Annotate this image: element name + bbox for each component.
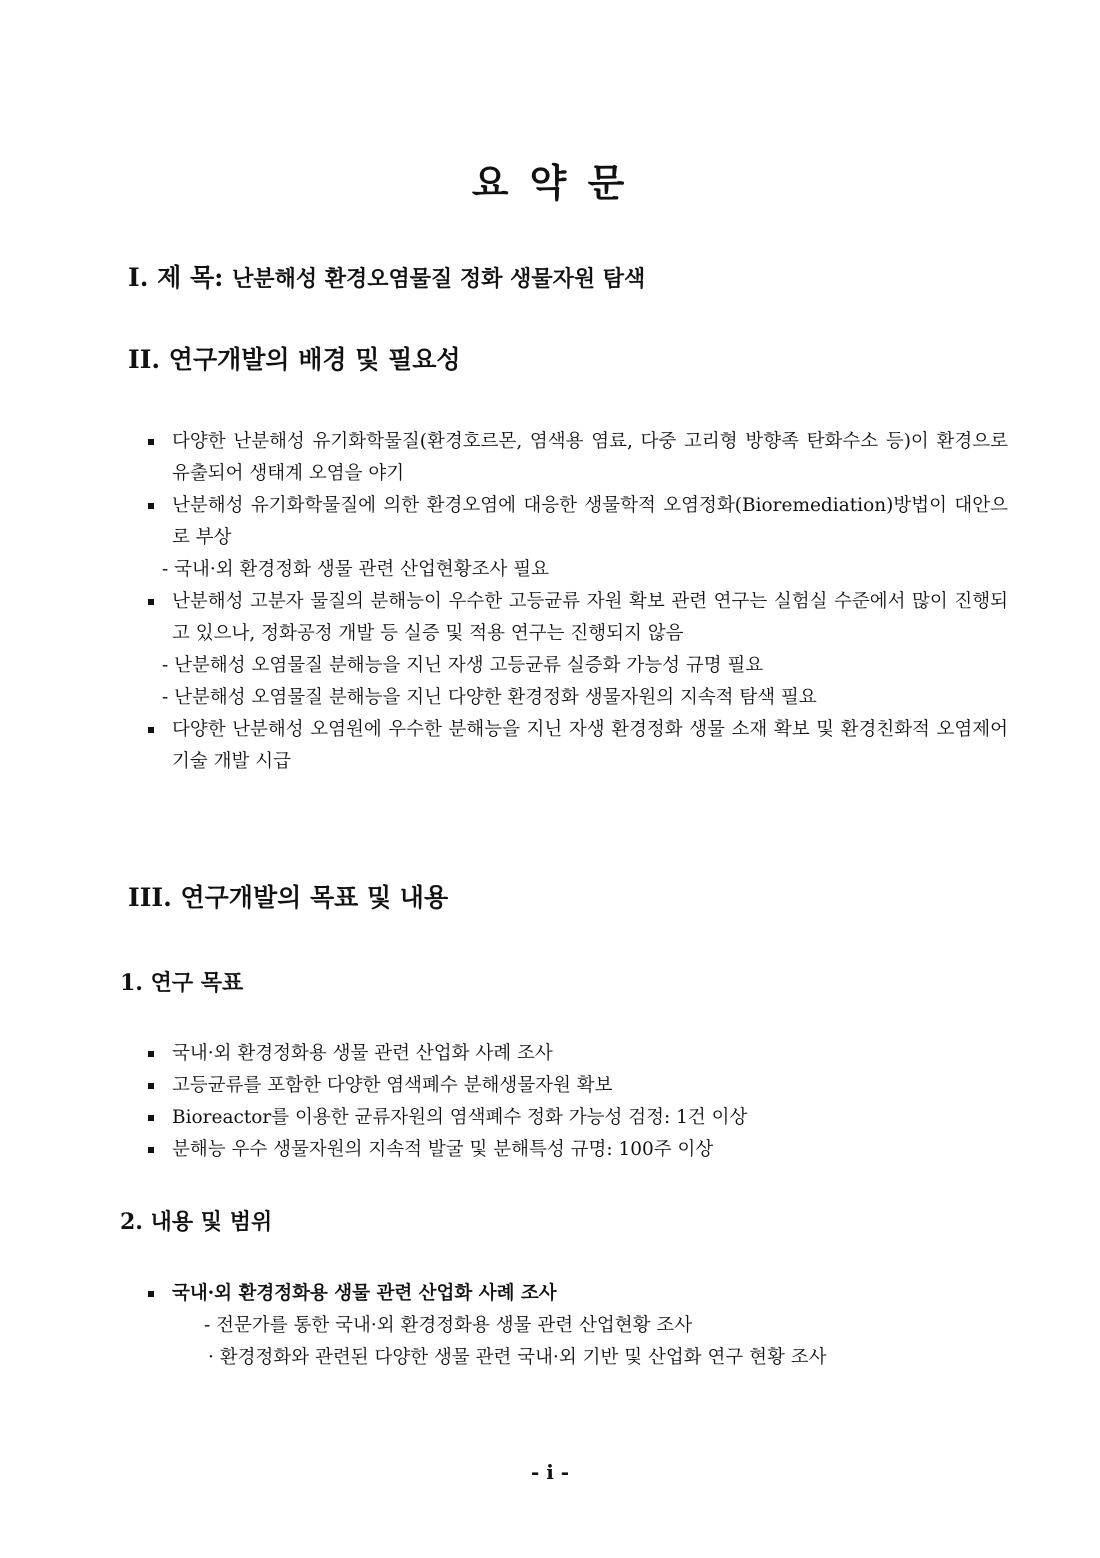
section-1-number: I. [128, 263, 149, 292]
list-item: 난분해성 고분자 물질의 분해능이 우수한 고등균류 자원 확보 관련 연구는 실험실 수준에서 많이 진행되고 있으나, 정화공정 개발 등 실증 및 적용 연구는 진행되지 않음 [148, 586, 1008, 650]
list-item: 국내·외 환경정화용 생물 관련 산업화 사례 조사 [148, 1278, 1008, 1310]
list-item: 난분해성 유기화학물질에 의한 환경오염에 대응한 생물학적 오염정화(Bioremediation)방법이 대안으로 부상 [148, 490, 1008, 554]
scope-list [148, 1278, 1008, 1374]
subsection-1-heading: 1. 연구 목표 [120, 970, 244, 996]
list-subitem: - 난분해성 오염물질 분해능을 지닌 다양한 환경정화 생물자원의 지속적 탐색 필요 [162, 687, 817, 708]
page-title: 요 약 문 [471, 160, 629, 205]
bullet-icon [148, 1115, 154, 1121]
section-3-heading: III. 연구개발의 목표 및 내용 [128, 883, 449, 912]
subsection-2-heading: 2. 내용 및 범위 [120, 1209, 273, 1235]
section-2-heading: II. 연구개발의 배경 및 필요성 [128, 345, 461, 374]
bullet-icon [148, 503, 154, 509]
section-1-heading [128, 258, 645, 294]
list-item: 국내·외 환경정화용 생물 관련 산업화 사례 조사 [148, 1038, 1008, 1070]
list-subitem: · 환경정화와 관련된 다양한 생물 관련 국내·외 기반 및 산업화 연구 현황 조사 [208, 1347, 827, 1368]
bullet-icon [148, 1051, 154, 1057]
page-number: - i - [530, 1460, 570, 1484]
section-1-label: 제 목: [157, 263, 224, 292]
list-item: 다양한 난분해성 유기화학물질(환경호르몬, 염색용 염료, 다중 고리형 방향족 탄화수소 등)이 환경으로 유출되어 생태계 오염을 야기 [148, 426, 1008, 490]
bullet-icon [148, 1083, 154, 1089]
bullet-icon [148, 439, 154, 445]
list-item: 고등균류를 포함한 다양한 염색폐수 분해생물자원 확보 [148, 1070, 1008, 1102]
bullet-icon [148, 599, 154, 605]
list-subitem: - 난분해성 오염물질 분해능을 지닌 자생 고등균류 실증화 가능성 규명 필요 [162, 655, 764, 676]
list-subitem: - 전문가를 통한 국내·외 환경정화용 생물 관련 산업현황 조사 [204, 1315, 693, 1336]
list-item: 다양한 난분해성 오염원에 우수한 분해능을 지닌 자생 환경정화 생물 소재 확보 및 환경친화적 오염제어 기술 개발 시급 [148, 714, 1008, 778]
bullet-icon [148, 727, 154, 733]
list-item: 분해능 우수 생물자원의 지속적 발굴 및 분해특성 규명: 100주 이상 [148, 1134, 1008, 1166]
bullet-icon [148, 1147, 154, 1153]
list-subitem: - 국내·외 환경정화 생물 관련 산업현황조사 필요 [162, 559, 549, 580]
section-2-list [148, 426, 1008, 778]
section-1-title: 난분해성 환경오염물질 정화 생물자원 탐색 [232, 266, 646, 292]
list-item: Bioreactor를 이용한 균류자원의 염색폐수 정화 가능성 검정: 1건 이상 [148, 1102, 1008, 1134]
goals-list [148, 1038, 1008, 1166]
bullet-icon [148, 1291, 154, 1297]
